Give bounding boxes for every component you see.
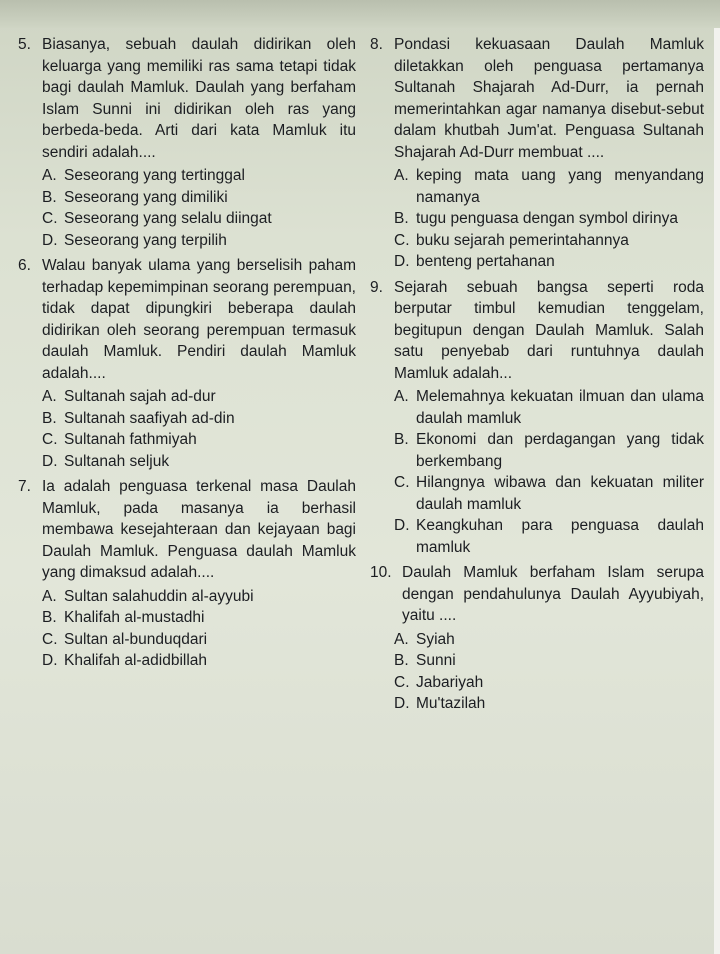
- option-d[interactable]: [394, 693, 704, 715]
- option-d[interactable]: [42, 230, 356, 252]
- option-label: D.: [394, 695, 410, 712]
- option-label: D.: [42, 652, 58, 669]
- option-text: Seseorang yang selalu diingat: [64, 210, 272, 227]
- option-text: Melemahnya kekuatan ilmuan dan ulama daulah mamluk: [416, 388, 704, 427]
- option-d[interactable]: [394, 515, 704, 558]
- option-label: C.: [42, 630, 58, 648]
- option-text: Khalifah al-mustadhi: [64, 609, 205, 626]
- option-b[interactable]: [394, 429, 704, 472]
- question-5: [18, 34, 356, 251]
- option-text: keping mata uang yang menyandang namanya: [416, 167, 704, 206]
- option-text: Sultanah fathmiyah: [64, 431, 197, 448]
- option-text: Seseorang yang terpilih: [64, 231, 227, 249]
- question-text: Pondasi kekuasaan Daulah Mamluk diletakkan oleh penguasa pertamanya Sultanah Shajarah Ad-Durr, ia pernah memerintahkan agar namanya disebut-sebut dalam khutbah Jum'at. Penguasa Sultanah Shajarah Ad-Durr membuat ....: [394, 36, 704, 161]
- option-label: C.: [394, 474, 410, 491]
- option-a[interactable]: [42, 386, 356, 408]
- option-b[interactable]: [42, 187, 356, 209]
- options-list: [42, 586, 356, 672]
- option-b[interactable]: [394, 208, 704, 230]
- option-label: B.: [42, 609, 57, 626]
- option-text: Sultan al-bunduqdari: [64, 630, 208, 648]
- option-c[interactable]: [394, 230, 704, 252]
- options-list: [42, 386, 356, 472]
- question-text: Ia adalah penguasa terkenal masa Daulah Mamluk, pada masanya ia berhasil membawa kesejahteraan dan kejayaan bagi Daulah Mamluk. Penguasa daulah Mamluk yang dimaksud adalah....: [42, 478, 356, 581]
- question-10: [370, 562, 704, 715]
- option-c[interactable]: [42, 208, 356, 230]
- option-label: D.: [394, 517, 410, 534]
- paper-top-edge: [0, 0, 720, 28]
- question-number: 7.: [18, 478, 31, 495]
- option-label: A.: [42, 587, 57, 605]
- question-9: [370, 277, 704, 559]
- option-text: Syiah: [416, 630, 455, 648]
- option-label: C.: [394, 231, 410, 249]
- option-a[interactable]: [42, 165, 356, 187]
- option-label: A.: [394, 388, 409, 405]
- option-b[interactable]: [394, 650, 704, 672]
- option-b[interactable]: [42, 607, 356, 629]
- option-d[interactable]: [42, 451, 356, 473]
- option-d[interactable]: [42, 650, 356, 672]
- option-d[interactable]: [394, 251, 704, 273]
- question-number: 9.: [370, 278, 383, 296]
- option-label: D.: [394, 253, 410, 270]
- option-a[interactable]: [394, 165, 704, 208]
- option-label: B.: [394, 652, 409, 669]
- option-text: Sunni: [416, 652, 456, 669]
- option-text: Sultanah saafiyah ad-din: [64, 409, 235, 427]
- question-number: 8.: [370, 36, 383, 53]
- option-text: Jabariyah: [416, 673, 484, 691]
- right-column: [370, 34, 704, 719]
- option-label: B.: [394, 431, 409, 448]
- option-text: buku sejarah pemerintahannya: [416, 231, 629, 249]
- option-b[interactable]: [42, 408, 356, 430]
- options-list: [394, 386, 704, 558]
- left-column: [18, 34, 356, 676]
- question-number: 10.: [370, 564, 392, 581]
- option-text: Sultanah seljuk: [64, 452, 170, 470]
- question-text: Sejarah sebuah bangsa seperti roda berputar timbul kemudian tenggelam, begitupun dengan Daulah Mamluk. Salah satu penyebab dari runtuhnya daulah Mamluk adalah...: [394, 278, 704, 382]
- option-label: B.: [394, 210, 409, 227]
- option-text: Hilangnya wibawa dan kekuatan militer daulah mamluk: [416, 474, 704, 513]
- option-label: C.: [42, 210, 58, 227]
- option-label: B.: [42, 409, 57, 427]
- option-label: D.: [42, 231, 58, 249]
- option-text: benteng pertahanan: [416, 253, 555, 270]
- option-c[interactable]: [42, 629, 356, 651]
- option-c[interactable]: [42, 429, 356, 451]
- options-list: [394, 165, 704, 273]
- option-text: Sultanah sajah ad-dur: [64, 388, 216, 405]
- option-label: D.: [42, 452, 58, 470]
- option-text: Khalifah al-adidbillah: [64, 652, 208, 669]
- option-label: C.: [394, 673, 410, 691]
- option-text: Seseorang yang tertinggal: [64, 167, 245, 184]
- option-a[interactable]: [394, 629, 704, 651]
- option-a[interactable]: [394, 386, 704, 429]
- option-text: Mu'tazilah: [416, 695, 486, 712]
- option-label: A.: [394, 630, 409, 648]
- question-number: 5.: [18, 36, 31, 53]
- paper-right-edge: [714, 28, 720, 954]
- question-7: [18, 476, 356, 672]
- question-8: [370, 34, 704, 273]
- options-list: [394, 629, 704, 715]
- option-label: A.: [42, 167, 57, 184]
- option-a[interactable]: [42, 586, 356, 608]
- option-text: Sultan salahuddin al-ayyubi: [64, 587, 254, 605]
- question-text: Biasanya, sebuah daulah didirikan oleh keluarga yang memiliki ras sama tetapi tidak bagi daulah Mamluk. Daulah yang berfaham Islam Sunni ini didirikan oleh ras yang berbeda-beda. Arti dari kata Mamluk itu sendiri adalah....: [42, 36, 356, 161]
- option-text: Seseorang yang dimiliki: [64, 188, 228, 206]
- option-label: A.: [394, 167, 409, 184]
- question-number: 6.: [18, 257, 31, 274]
- option-label: C.: [42, 431, 58, 448]
- option-c[interactable]: [394, 472, 704, 515]
- options-list: [42, 165, 356, 251]
- option-text: Keangkuhan para penguasa daulah mamluk: [416, 517, 704, 556]
- question-6: [18, 255, 356, 472]
- question-text: Walau banyak ulama yang berselisih paham terhadap kepemimpinan seorang perempuan, tidak dapat dipungkiri beberapa daulah didirikan oleh seorang perempuan termasuk daulah Mamluk. Pendiri daulah Mamluk adalah....: [42, 257, 356, 382]
- question-text: Daulah Mamluk berfaham Islam serupa dengan pendahulunya Daulah Ayyubiyah, yaitu ....: [402, 564, 704, 624]
- option-text: Ekonomi dan perdagangan yang tidak berkembang: [416, 431, 704, 470]
- option-label: B.: [42, 188, 57, 206]
- option-c[interactable]: [394, 672, 704, 694]
- option-label: A.: [42, 388, 57, 405]
- option-text: tugu penguasa dengan symbol dirinya: [416, 210, 678, 227]
